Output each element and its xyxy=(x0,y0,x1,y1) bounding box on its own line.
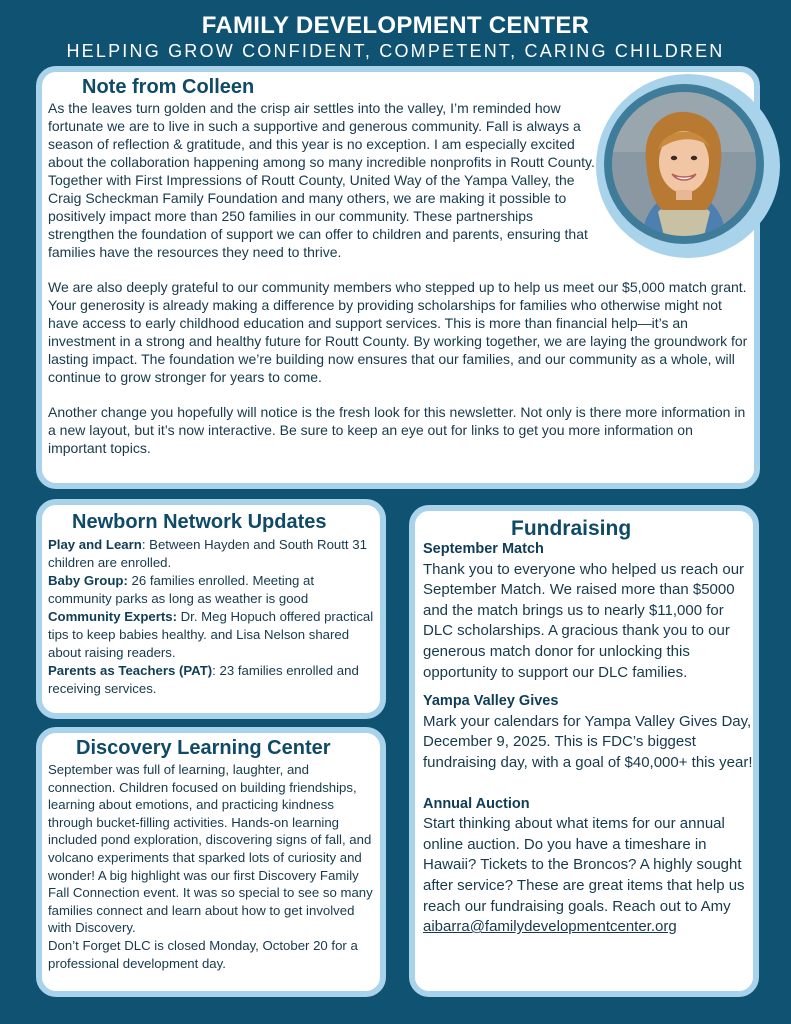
newborn-item-label: Parents as Teachers (PAT) xyxy=(48,663,213,678)
fundraising-title: Fundraising xyxy=(511,517,632,540)
newborn-item xyxy=(48,536,378,572)
newborn-title: Newborn Network Updates xyxy=(72,511,327,533)
annual-auction-heading: Annual Auction xyxy=(423,795,530,812)
yampa-valley-gives-text: Mark your calendars for Yampa Valley Gives Day, December 9, 2025. This is FDC’s biggest fundraising day, with a goal of $40,000+ this year! xyxy=(423,712,753,771)
discovery-closure-note: Don’t Forget DLC is closed Monday, October 20 for a professional development day. xyxy=(48,937,358,971)
newborn-item-text: Dr. Meg Hopuch offered practical tips to keep babies healthy. and Lisa Nelson shared about raising readers. xyxy=(48,609,374,660)
discovery-card xyxy=(36,727,386,997)
newsletter-title: FAMILY DEVELOPMENT CENTER xyxy=(201,12,590,39)
newsletter-tagline: HELPING GROW CONFIDENT, COMPETENT, CARING CHILDREN xyxy=(66,41,725,61)
newborn-item xyxy=(48,572,378,608)
yampa-valley-gives-heading: Yampa Valley Gives xyxy=(423,693,559,710)
newborn-body xyxy=(48,536,378,698)
newborn-item xyxy=(48,608,378,662)
note-paragraph-3: Another change you hopefully will notice is the fresh look for this newsletter. Not only is there more information in a new layout, but it’s now interactive. Be sure to keep an eye out for links to get you more information on important topics. xyxy=(48,404,746,456)
newborn-item-label: Community Experts: xyxy=(48,609,177,624)
note-paragraph-1: As the leaves turn golden and the crisp air settles into the valley, I’m reminded how fortunate we are to live in such a supportive and generous community. Fall is always a season of reflection & gratitude, and this year is no exception. I am especially excited about the collaboration happening among so many incredible nonprofits in Routt County. Together with First Impressions of Routt County, United Way of the Yampa Valley, the Craig Scheckman Family Foundation and many others, we are making it possible to positively impact more than 250 families in our community. These partnerships strengthen the foundation of support we can offer to children and parents, ensuring that families have the resources they need to thrive. xyxy=(48,100,595,260)
newborn-item-text: : 23 families enrolled and receiving services. xyxy=(48,663,359,696)
portrait-illustration xyxy=(612,92,756,236)
annual-auction-text: Start thinking about what items for our annual online auction. Do you have a timeshare in Hawaii? Tickets to the Broncos? A highly sought after service? These are great items that help us reach our fundraising goals. Reach out to Amy xyxy=(423,815,745,915)
newborn-item-text: : Between Hayden and South Routt 31 children are enrolled. xyxy=(48,537,367,570)
september-match-text: Thank you to everyone who helped us reach our September Match. We raised more than $5000 and the match brings us to nearly $11,000 for DLC scholarships. A gracious thank you to our generous match donor for unlocking this opportunity to support our DLC families. xyxy=(423,560,745,681)
discovery-body xyxy=(48,761,380,972)
newborn-item-label: Baby Group: xyxy=(48,573,128,588)
newborn-item-label: Play and Learn xyxy=(48,537,142,552)
newborn-item xyxy=(48,662,378,698)
fundraising-card xyxy=(409,505,759,997)
september-match-heading: September Match xyxy=(423,541,544,557)
contact-email-link[interactable]: aibarra@familydevelopmentcenter.org xyxy=(423,918,677,936)
fundraising-body xyxy=(423,537,755,938)
discovery-paragraph: September was full of learning, laughter, and connection. Children focused on building friendships, learning about emotions, and practicing kindness through bucket-filling activities. Hands-on learning included pond exploration, discovering signs of fall, and volcano experiments that sparked lots of curiosity and wonder! A big highlight was our first Discovery Family Fall Connection event. It was so special to see so many families connect and learn about how to get involved with Discovery. xyxy=(48,762,373,936)
colleen-avatar xyxy=(612,92,756,236)
newborn-card xyxy=(36,499,386,719)
newborn-item-text: 26 families enrolled. Meeting at community parks as long as weather is good xyxy=(48,573,315,606)
discovery-title: Discovery Learning Center xyxy=(76,737,331,759)
note-paragraph-2: We are also deeply grateful to our community members who stepped up to help us meet our $5,000 match grant. Your generosity is already making a difference by providing scholarships for families who otherwise might not have access to early childhood education and support services. This is more than financial help—it’s an investment in a strong and healthy future for Routt County. By working together, we are laying the groundwork for lasting impact. The foundation we’re building now ensures that our families, and our community as a whole, will continue to grow stronger for years to come. xyxy=(48,279,748,385)
note-title: Note from Colleen xyxy=(82,76,255,98)
